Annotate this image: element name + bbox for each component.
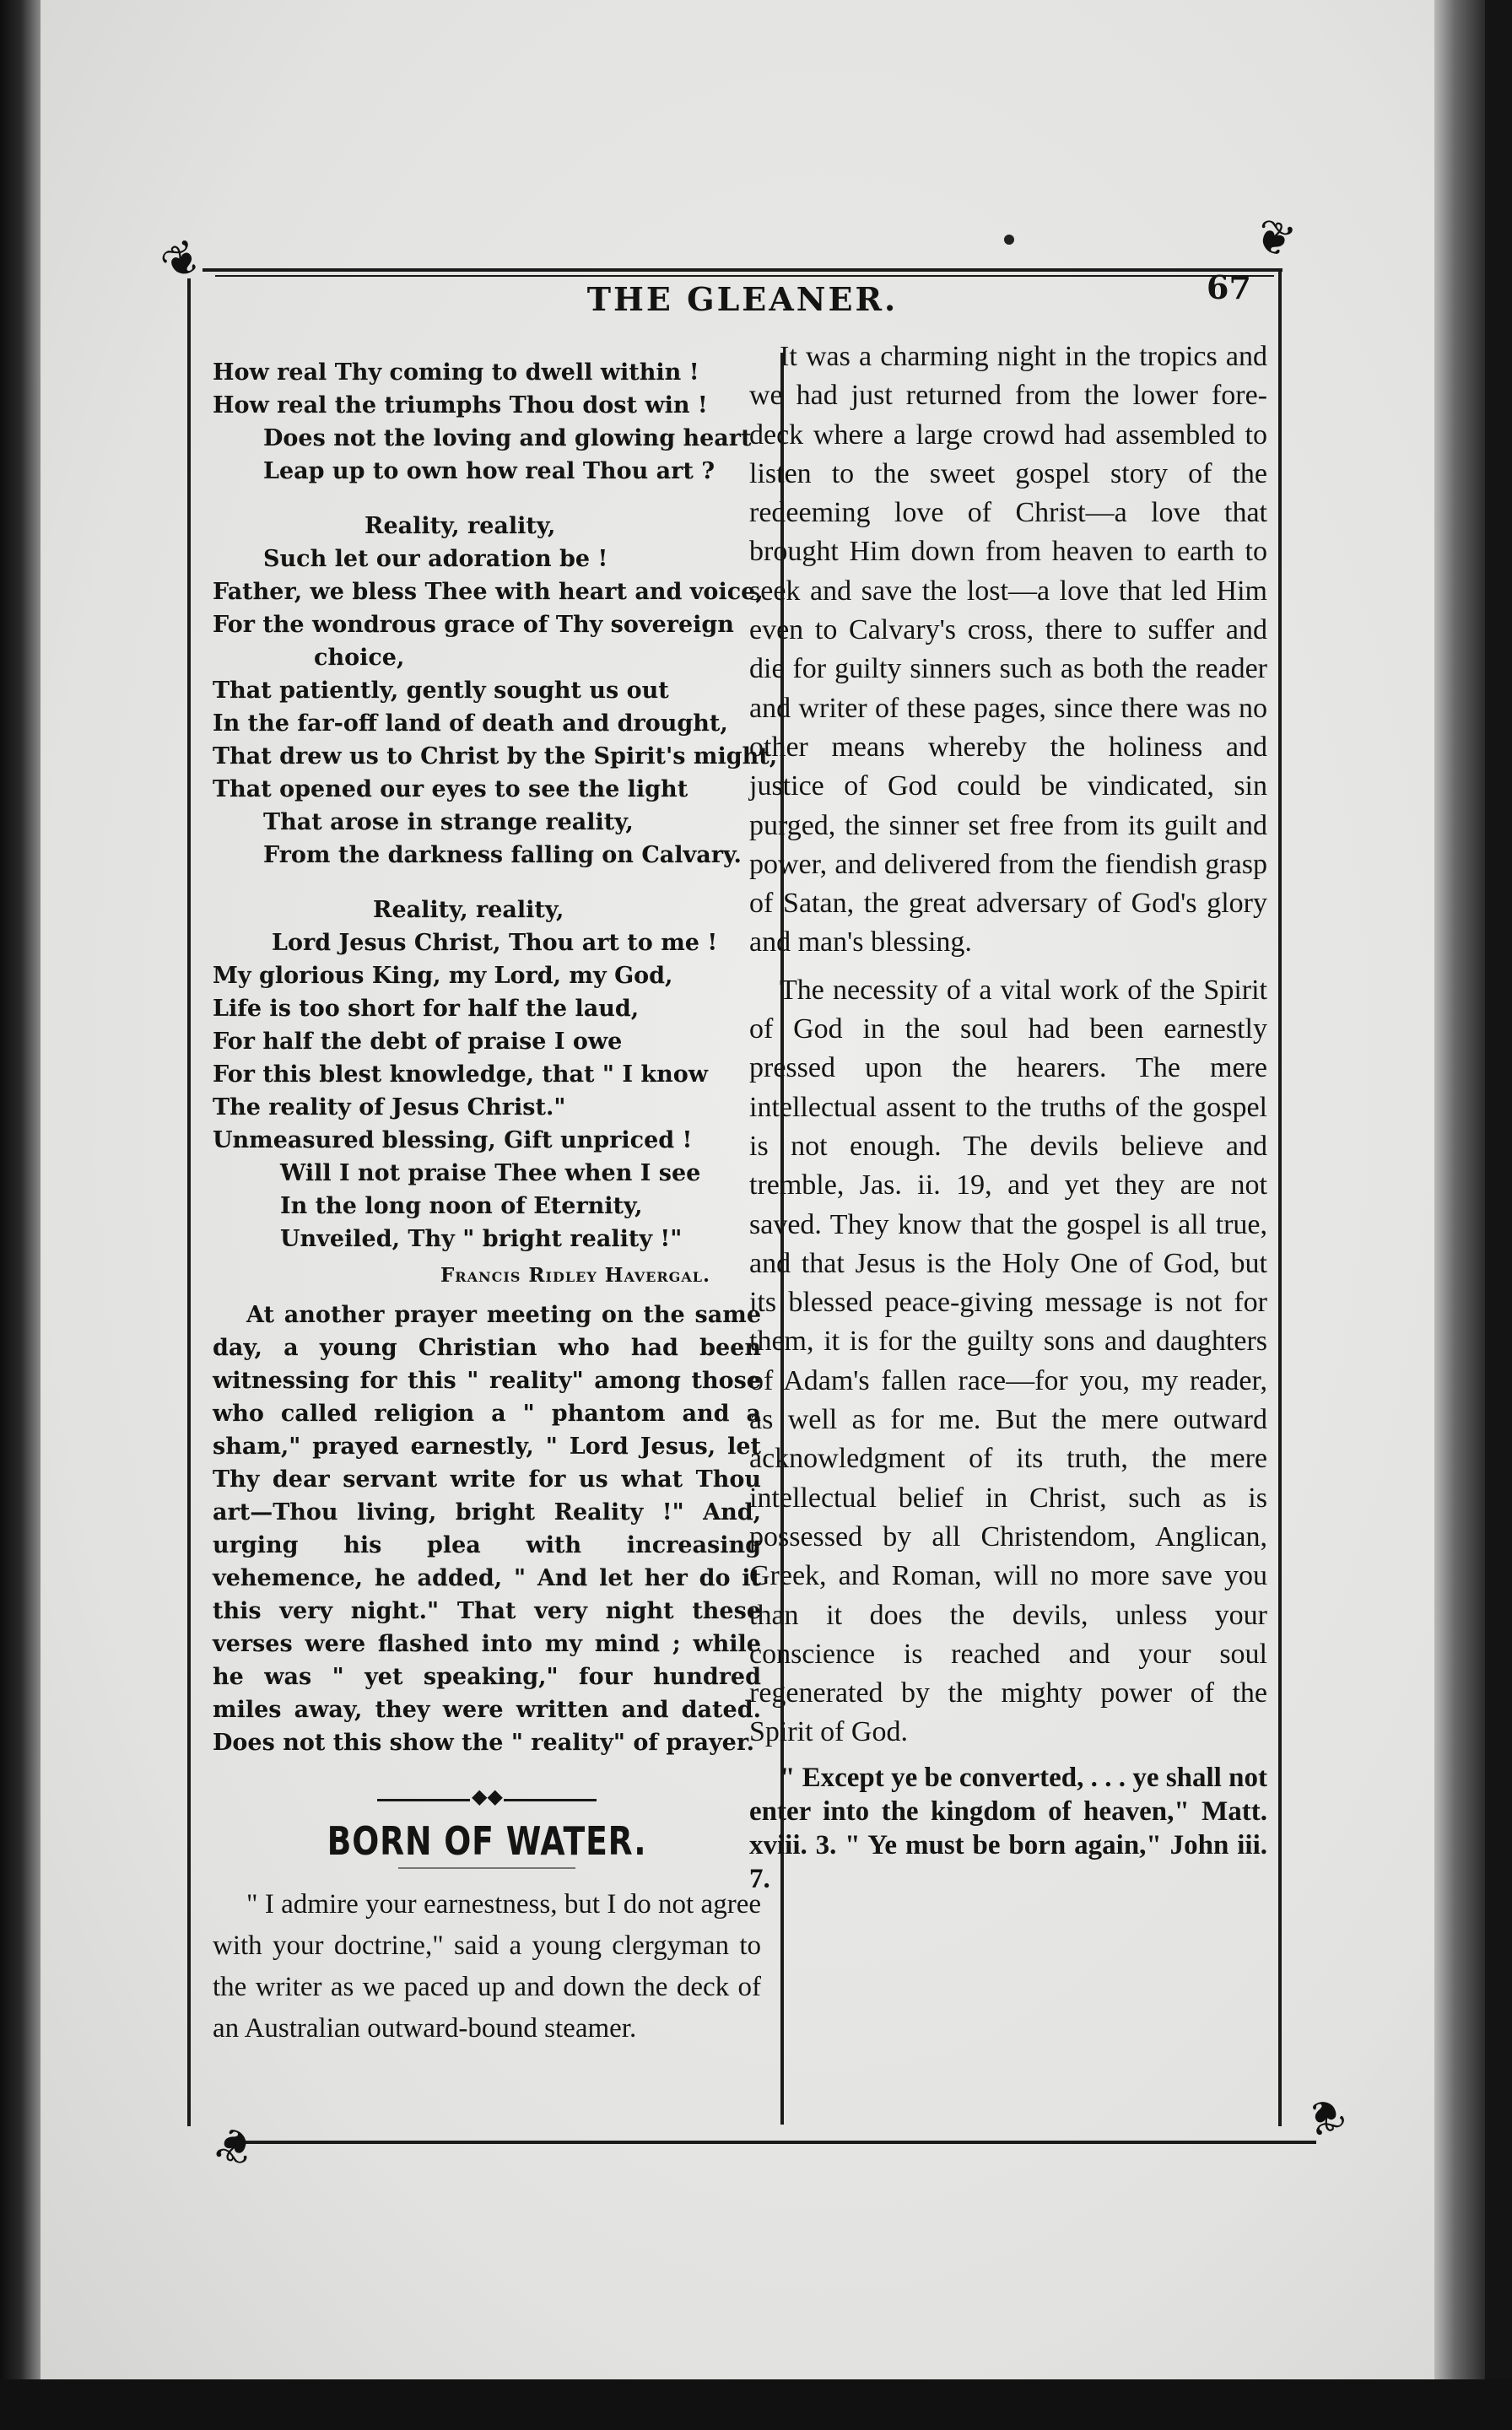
poem-author: Francis Ridley Havergal. bbox=[440, 1264, 710, 1287]
frame-bottom-rule bbox=[245, 2141, 1316, 2144]
poem-line: The reality of Jesus Christ." bbox=[213, 1094, 566, 1120]
prayer-paragraph: At another prayer meeting on the same day, a young Christian who had been witnessing for this " reality" among those who called religion a " phantom and a sham," prayed earnestly, " Lord Jesus, let Thy dear servant write for us what Thou art—Thou living, bright Reality !" And, urging his plea with increasing vehemence, he added, " And let her do it this very night." That very night these verses were flashed into my mind ; while he was " yet speaking," four hundred miles away, they were written and dated. Does not this show the " reality" of prayer. bbox=[213, 1302, 761, 1756]
poem-line: For this blest knowledge, that " I know bbox=[213, 1061, 708, 1088]
poem-line: That opened our eyes to see the light bbox=[213, 776, 688, 802]
corner-leaf-ornament-icon: ❦ bbox=[152, 227, 212, 294]
poem-line: Father, we bless Thee with heart and voice, bbox=[213, 579, 764, 605]
poem-line: Will I not praise Thee when I see bbox=[280, 1160, 701, 1186]
poem-line: In the far-off land of death and drought, bbox=[213, 710, 728, 737]
poem-line: For the wondrous grace of Thy sovereign bbox=[213, 612, 734, 638]
section-divider bbox=[377, 1785, 597, 1808]
poem-stanza bbox=[213, 356, 761, 488]
right-column bbox=[749, 338, 1267, 1896]
divider-ornament-icon: ◆◆ bbox=[472, 1785, 503, 1808]
poem-line: Life is too short for half the laud, bbox=[213, 996, 640, 1022]
poem-line: Unmeasured blessing, Gift unpriced ! bbox=[213, 1127, 693, 1153]
ink-dot bbox=[1004, 235, 1014, 245]
page-number: 67 bbox=[1207, 268, 1251, 306]
poem-stanza bbox=[213, 894, 761, 1256]
poem-line: Unveiled, Thy " bright reality !" bbox=[280, 1226, 683, 1252]
poem-line: Such let our adoration be ! bbox=[263, 546, 608, 572]
poem-line: In the long noon of Eternity, bbox=[280, 1193, 643, 1219]
article-opening-paragraph: " I admire your earnestness, but I do not agree with your doctrine," said a young clergyman to the writer as we paced up and down the deck of an Australian outward-bound steamer. bbox=[213, 1889, 761, 2044]
poem-line: Leap up to own how real Thou art ? bbox=[263, 458, 716, 484]
left-column bbox=[213, 356, 778, 2077]
poem-line: Lord Jesus Christ, Thou art to me ! bbox=[272, 930, 718, 956]
corner-leaf-ornament-icon: ❦ bbox=[1247, 207, 1302, 270]
poem-line: Reality, reality, bbox=[373, 897, 564, 923]
poem-line: From the darkness falling on Calvary. bbox=[263, 842, 742, 868]
poem-line: That drew us to Christ by the Spirit's might, bbox=[213, 743, 778, 770]
poem-line: My glorious King, my Lord, my God, bbox=[213, 963, 673, 989]
frame-right-rule bbox=[1278, 270, 1282, 2126]
poem-line: choice, bbox=[314, 645, 405, 671]
page-edge-shadow bbox=[1434, 0, 1485, 2430]
poem-line: Does not the loving and glowing heart bbox=[263, 425, 752, 451]
running-title: THE GLEANER. bbox=[586, 280, 899, 318]
poem-stanza bbox=[213, 510, 778, 872]
poem-line: Reality, reality, bbox=[364, 513, 556, 539]
frame-left-rule bbox=[187, 278, 191, 2126]
article-heading: BORN OF WATER. bbox=[327, 1818, 647, 1864]
poem-line: How real the triumphs Thou dost win ! bbox=[213, 392, 708, 418]
scan-bottom-band bbox=[0, 2379, 1512, 2430]
frame-top-rule bbox=[202, 268, 1282, 272]
poem-line: For half the debt of praise I owe bbox=[213, 1029, 623, 1055]
article-paragraph: It was a charming night in the tropics and we had just returned from the lower fore-deck where a large crowd had assembled to listen to the sweet gospel story of the redeeming love of Christ—a love that brought Him down from heaven to earth to seek and save the lost—a love that led Him even to Calvary's cross, there to suffer and die for guilty sinners such as both the reader and writer of these pages, since there was no other means whereby the holiness and justice of God could be vindicated, sin purged, the sinner set free from its guilt and power, and delivered from the fiendish grasp of Satan, the great adversary of God's glory and man's blessing. bbox=[749, 341, 1267, 958]
article-paragraph: " Except ye be converted, . . . ye shall not enter into the kingdom of heaven," Matt. xviii. 3. " Ye must be born again," John iii. 7. bbox=[749, 1762, 1267, 1894]
frame-top-inner-rule bbox=[215, 275, 1274, 277]
poem-line: That patiently, gently sought us out bbox=[213, 678, 669, 704]
heading-underline bbox=[398, 1867, 575, 1869]
poem-line: That arose in strange reality, bbox=[263, 809, 634, 835]
poem bbox=[213, 356, 778, 1287]
poem-line: How real Thy coming to dwell within ! bbox=[213, 359, 699, 386]
corner-leaf-ornament-icon: ❦ bbox=[1298, 2084, 1353, 2147]
article-paragraph: The necessity of a vital work of the Spirit of God in the soul had been earnestly pressed upon the hearers. The mere intellectual assent to the truths of the gospel is not enough. The devils believe and tremble, Jas. ii. 19, and yet they are not saved. They know that the gospel is all true, and that Jesus is the Holy One of God, but its blessed peace-giving message is not for them, it is for the guilty sons and daughters of Adam's fallen race—for you, my reader, as well as for me. But the mere outward acknowledgment of its truth, the mere intellectual belief in Christ, such as is possessed by all Christendom, Anglican, Greek, and Roman, will no more save you than it does the devils, unless your conscience is reached and your soul regenerated by the mighty power of the Spirit of God. bbox=[749, 974, 1267, 1748]
corner-leaf-ornament-icon: ❦ bbox=[207, 2114, 262, 2177]
